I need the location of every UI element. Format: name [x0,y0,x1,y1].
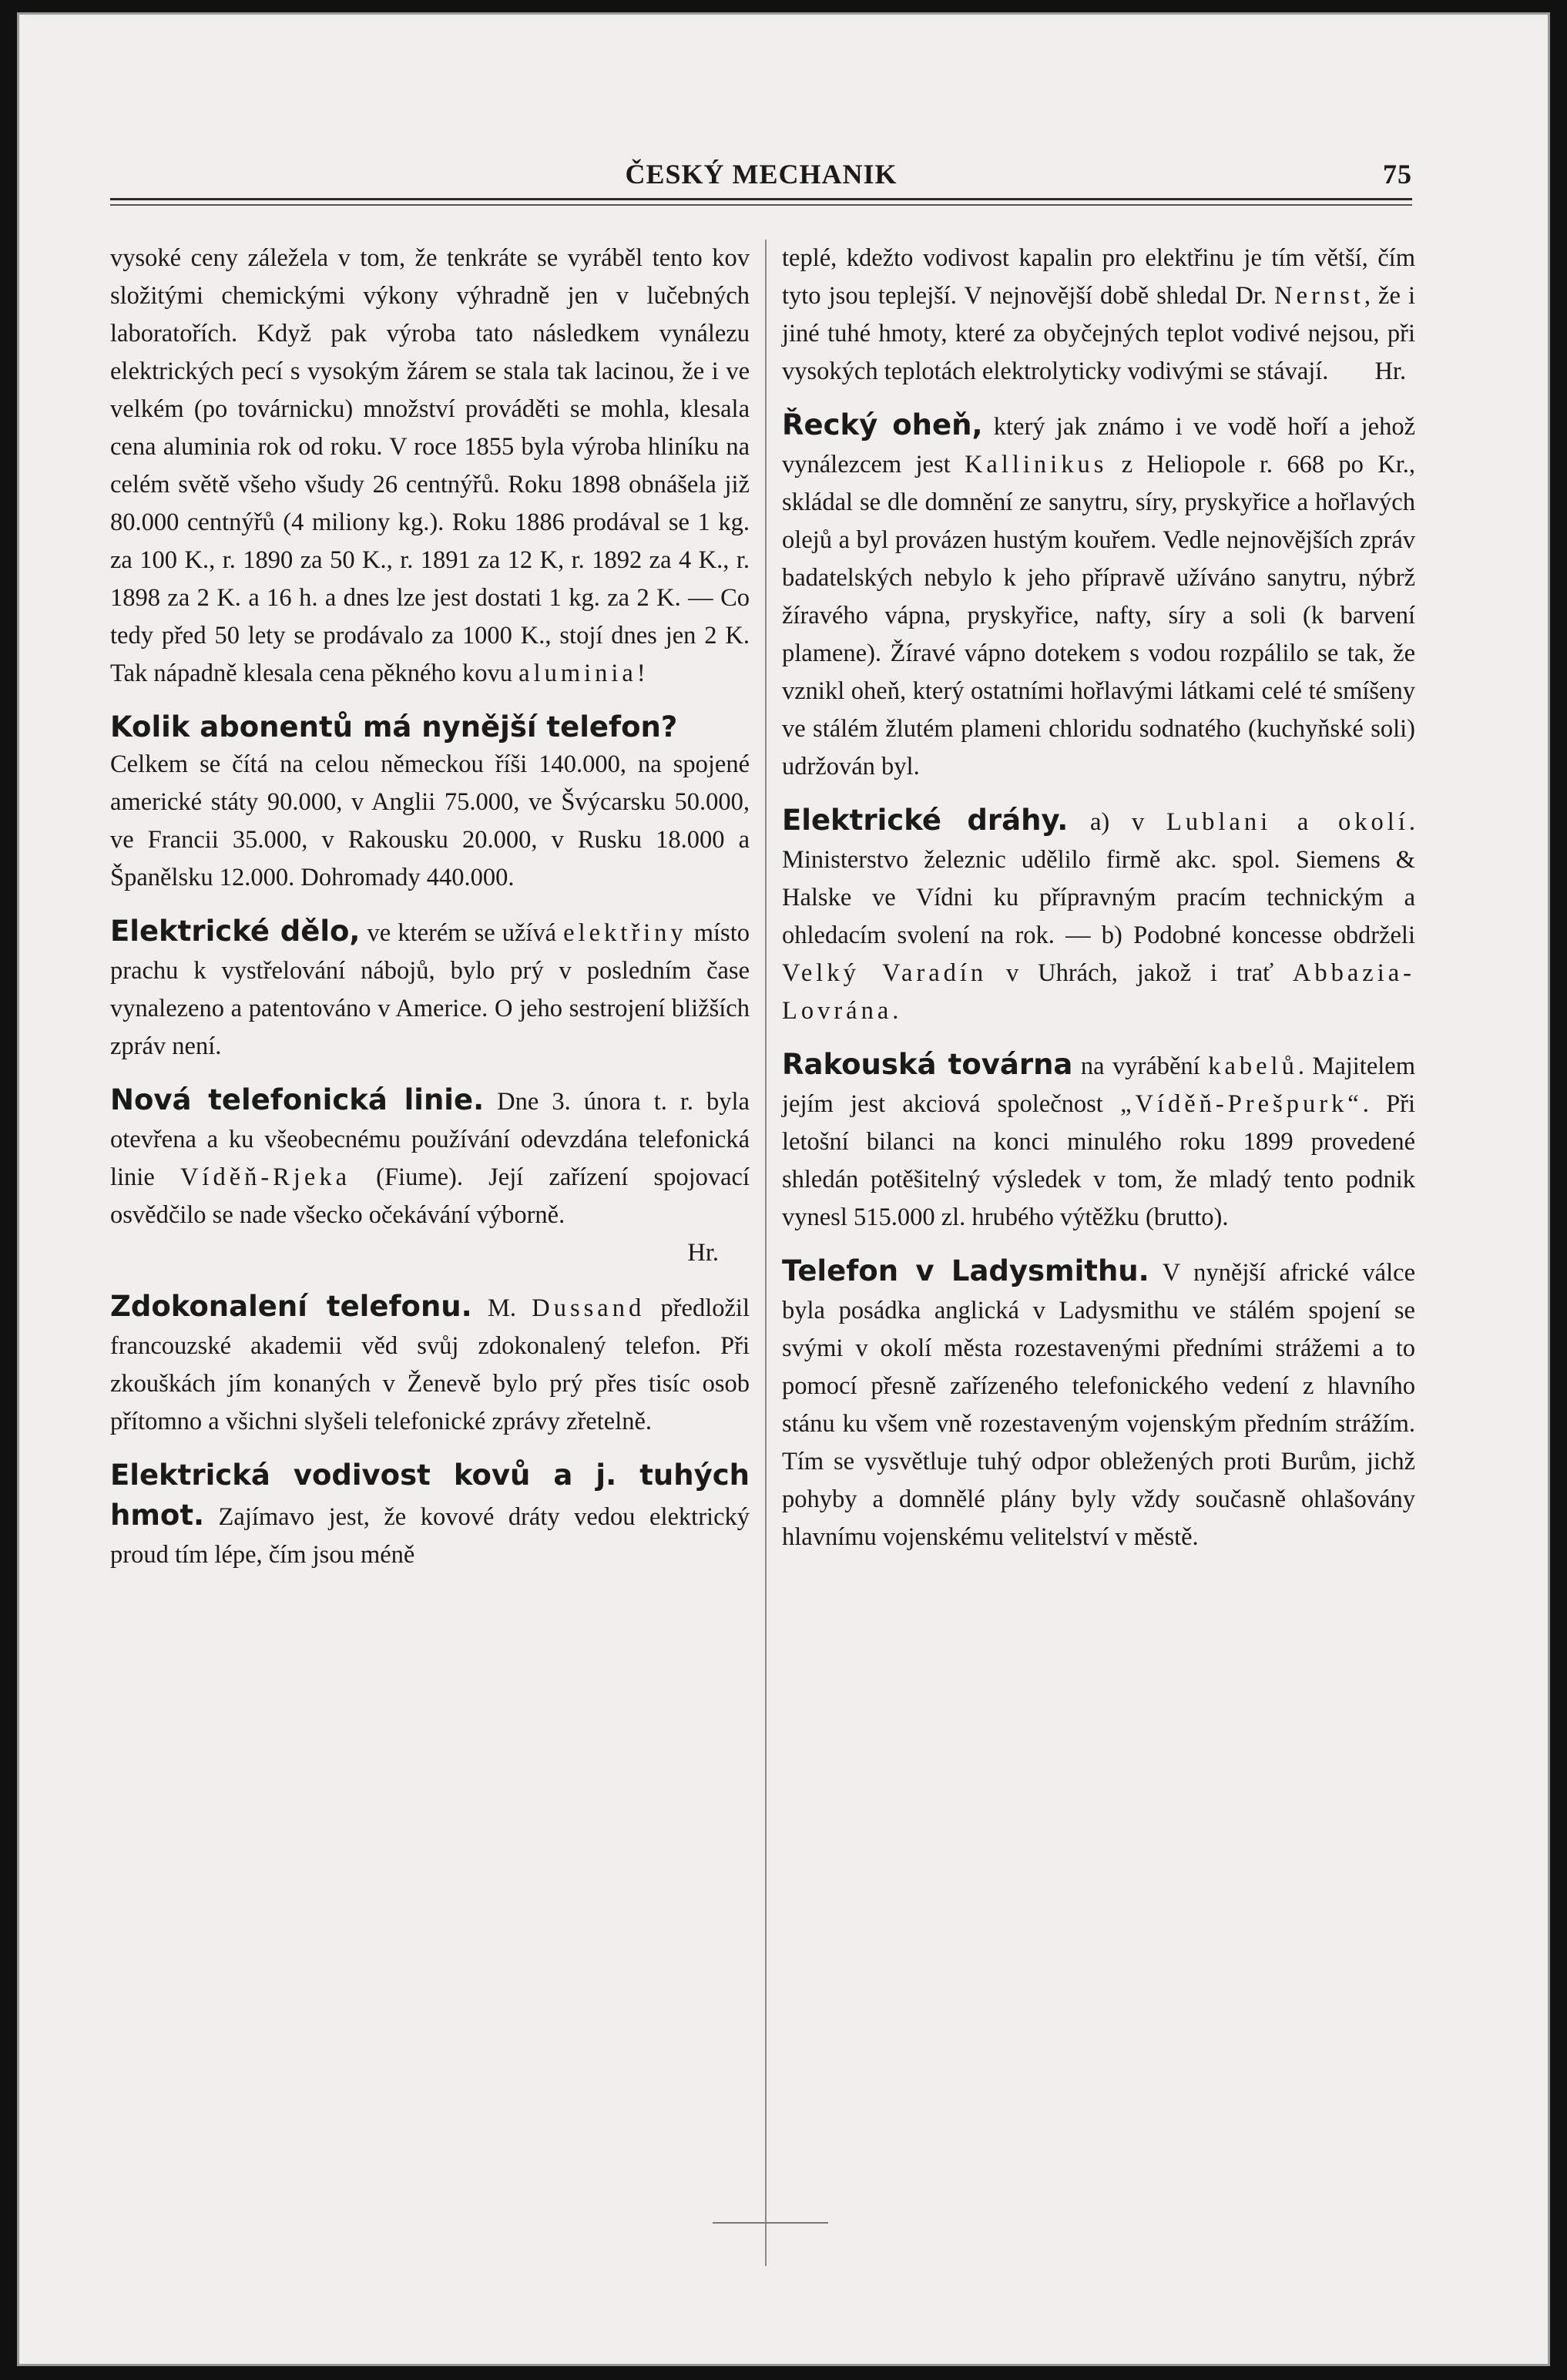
article-body: teplé, kdežto vodivost kapalin pro elektřinu je tím větší, čím tyto jsou teplejší. V nejnovější době shledal Dr. Nernst, že i jiné tuhé hmoty, které za obyčejných teplot vodivé nejsou, při vysokých teplotách elektrolyticky vodivými se stávají. Hr. [782,244,1415,385]
emphasis-text: Lublani a okolí [1166,808,1409,836]
emphasis-text: aluminia! [518,660,649,687]
article-body: vysoké ceny záležela v tom, že tenkráte se vyráběl tento kov složitými chemickými výkony výhradně jen v lučebných laboratořích. Když pak výroba tato následkem vynálezu elektrických pecí s vysokým žárem se stala tak lacinou, že i ve velkém (po továrnicku) množství prováděti se mohla, klesala cena aluminia rok od roku. V roce 1855 byla výroba hliníku na celém světě všeho všudy 26 centnýřů. Roku 1898 obnášela již 80.000 centnýřů (4 miliony kg.). Roku 1886 prodával se 1 kg. za 100 K., r. 1890 za 50 K., r. 1891 za 12 K, r. 1892 za 4 K., r. 1898 za 2 K. a 16 h. a dnes lze jest dostati 1 kg. za 2 K. — Co tedy před 50 lety se prodávalo za 1000 K., stojí dnes jen 2 K. Tak nápadně klesala cena pěkného kovu aluminia! [110,244,750,687]
article-zdokonaleni-telefonu [110,1287,750,1441]
headline: Řecký oheň, [782,408,983,441]
article-aluminium [110,240,750,693]
article-telefonicka-linie [110,1081,750,1272]
emphasis-text: Dussand [532,1294,646,1322]
emphasis-text: „Víděň-Prešpurk“ [1120,1090,1363,1118]
emphasis-text: Velký Varadín [782,959,988,987]
article-telefon-ladysmith [782,1252,1415,1556]
article-body: Zdokonalení telefonu. M. Dussand předložil francouzské akademii věd svůj zdokonalený telefon. Při zkouškách jím konaných v Ženevě bylo prý přes tisíc osob přítomno a všichni slyšeli telefonické zprávy zřetelně. [110,1290,750,1435]
emphasis-text: elektřiny [563,919,687,947]
article-body: Celkem se čítá na celou německou říši 140.000, na spojené americké státy 90.000, v Anglii 75.000, ve Švýcarsku 50.000, ve Francii 35.000, v Rakousku 20.000, v Rusku 18.000 a Španělsku 12.000. Dohromady 440.000. [110,750,750,891]
emphasis-text: Nernst [1274,282,1364,310]
article-body: Elektrické dráhy. a) v Lublani a okolí. Ministerstvo železnic udělilo firmě akc. spol. Siemens & Halske ve Vídni ku přípravným pracím technickým a ohledacím svolení na rok. — b) Podobné koncesse obdrželi Velký Varadín v Uhrách, jakož i trať Abbazia-Lovrána. [782,804,1416,1025]
article-elektricke-delo [110,912,750,1066]
headline: Rakouská továrna [782,1048,1073,1081]
bottom-rule [713,2222,828,2224]
article-body: Elektrické dělo, ve kterém se užívá elektřiny místo prachu k vystřelování nábojů, bylo prý v posledním čase vynalezeno a patentováno v Americe. O jeho sestrojení bližších zpráv není. [110,915,750,1060]
headline: Elektrické dělo, [110,915,361,948]
article-vodivost [110,1456,750,1574]
article-body: Řecký oheň, který jak známo i ve vodě hoří a jehož vynálezcem jest Kallinikus z Heliopole r. 668 po Kr., skládal se dle domnění ze sanytru, síry, pryskyřice a hořlavých olejů a byl provázen hustým kouřem. Vedle nejnovějších zpráv badatelských nebylo k jeho přípravě užíváno sanytru, nýbrž žíravého vápna, pryskyřice, nafty, síry a soli (k barvení plamene). Žíravé vápno dotekem s vodou rozpálilo se tak, že vznikl oheň, který ostatními hořlavými látkami celé té smíšeny ve stálém žlutém plameni chloridu sodnatého (kuchyňské soli) udržován byl. [782,408,1415,780]
header-rule-thin [110,204,1412,206]
headline: Telefon v Ladysmithu. [782,1254,1149,1287]
emphasis-text: kabelů [1208,1052,1298,1080]
headline: Elektrické dráhy. [782,804,1069,837]
journal-title: ČESKÝ MECHANIK [625,159,898,190]
page [17,12,1550,2366]
article-abonenti [110,708,750,897]
column-divider [765,240,767,2266]
article-body: Telefon v Ladysmithu. V nynější africké válce byla posádka anglická v Ladysmithu ve stálém spojení se svými v okolí města rozestavenými předními strážemi a to pomocí přesně zařízeného telefonického vedení z hlavního stánu ku všem vně rozestaveným vojenským předním strážím. Tím se vysvětluje tuhý odpor obležených proti Burům, jichž pohyby a domnělé plány byly vždy současně ohlašovány hlavnímu vojenskému velitelství v městě. [782,1254,1415,1551]
article-body: Elektrická vodivost kovů a j. tuhých hmot. Zajímavo jest, že kovové dráty vedou elektrický proud tím lépe, čím jsou méně [110,1459,750,1569]
headline: Kolik abonentů má nynější telefon? [110,710,678,744]
headline: Zdokonalení telefonu. [110,1290,472,1323]
header-rule [110,198,1412,200]
article-elektricke-drahy [782,801,1415,1030]
page-number: 75 [1383,159,1412,190]
signature: Hr. [1374,358,1407,385]
signature: Hr. [687,1239,719,1267]
right-column [782,240,1415,1572]
article-vodivost-continued [782,240,1415,391]
article-body: Nová telefonická linie. Dne 3. února t. r. byla otevřena a ku všeobecnému používání odevzdána telefonická linie Víděň-Rjeka (Fiume). Její zařízení spojovací osvědčilo se nade všecko očekávání výborně. [110,1083,750,1229]
emphasis-text: Kallinikus [964,451,1108,478]
emphasis-text: Abbazia-Lovrána [782,959,1416,1025]
article-recky-ohen [782,406,1415,786]
article-rakouska-tovarna [782,1046,1415,1237]
headline: Nová telefonická linie. [110,1083,485,1116]
emphasis-text: Víděň-Rjeka [180,1163,351,1191]
running-head [110,150,1412,196]
left-column [110,240,750,1589]
headline: Elektrická vodivost kovů a j. tuhých hmot. [110,1459,750,1532]
article-body: Rakouská továrna na vyrábění kabelů. Majitelem jejím jest akciová společnost „Víděň-Prešpurk“. Při letošní bilanci na konci minulého roku 1899 provedené shledán potěšitelný výsledek v tom, že mladý tento podnik vynesl 515.000 zl. hrubého výtěžku (brutto). [782,1048,1415,1231]
